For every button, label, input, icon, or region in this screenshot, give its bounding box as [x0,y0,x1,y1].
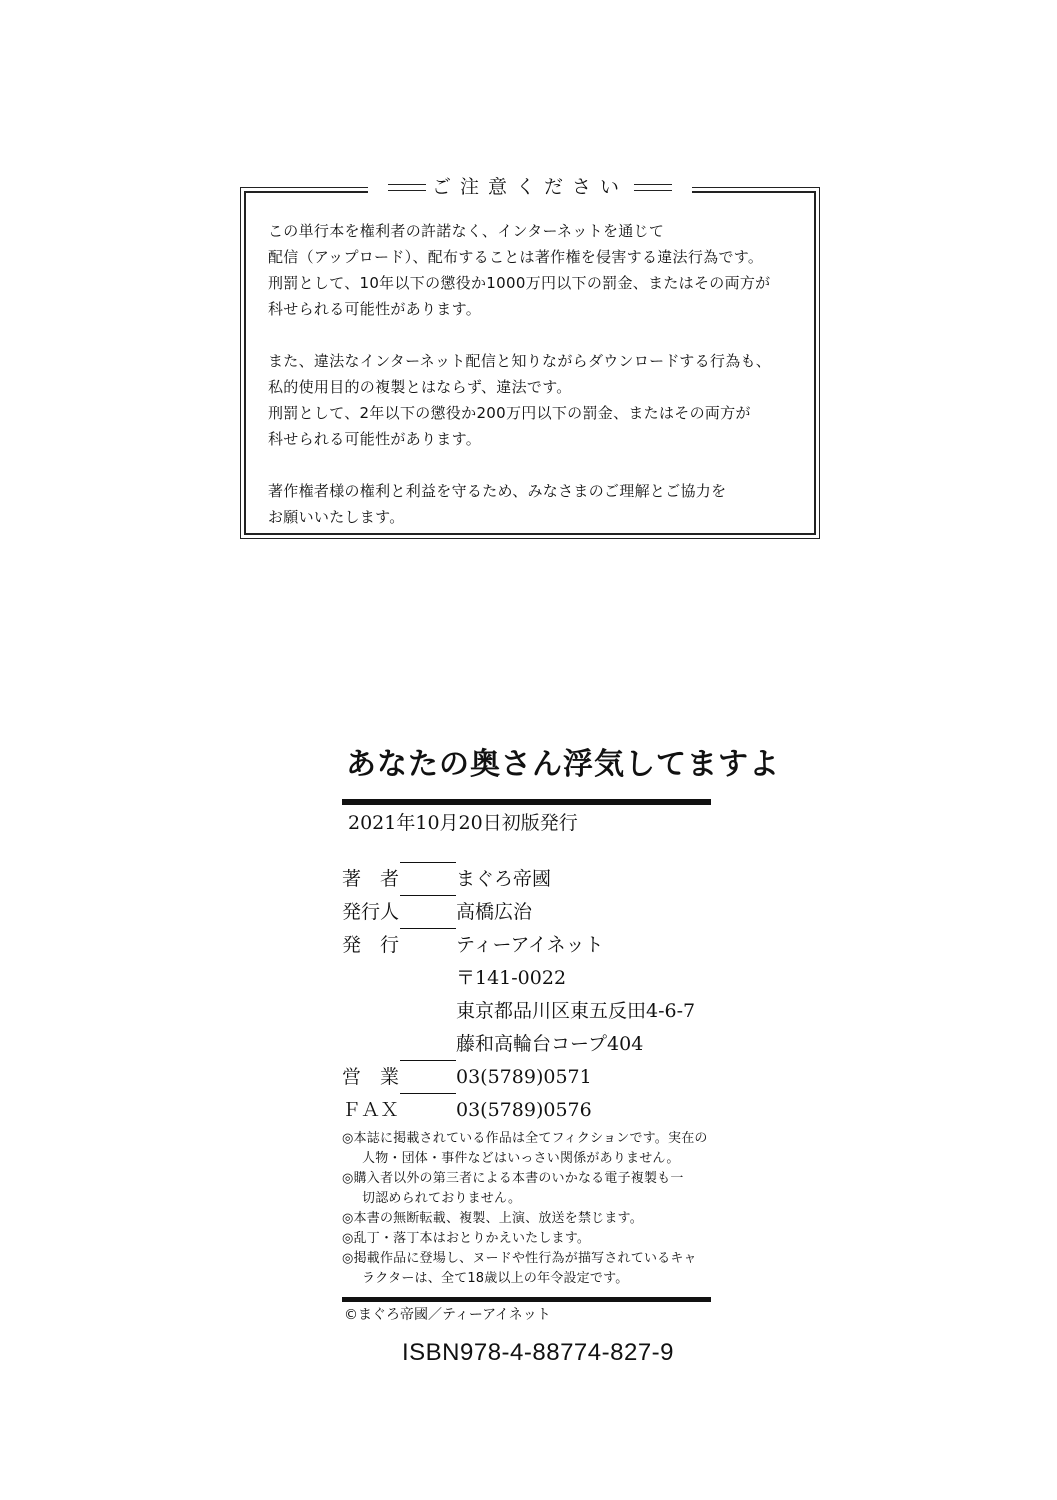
title-bar-left-decoration [388,184,426,191]
note-line: ◎乱丁・落丁本はおとりかえいたします。 [342,1231,591,1246]
credit-value: まぐろ帝國 [456,868,552,890]
credits [342,863,712,1127]
dash-separator [400,928,456,929]
notice-paragraph-1 [268,218,801,322]
title-rule [342,799,711,805]
colophon [342,745,780,1370]
credit-label: 営 業 [342,1066,400,1088]
notice-line: 科せられる可能性があります。 [268,300,482,318]
dash-separator [400,1093,456,1094]
credit-author [342,863,712,896]
notice-title [368,174,692,200]
credit-value: ティーアイネット [456,934,604,956]
credit-label: ＦＡＸ [342,1099,400,1121]
credit-sales [342,1061,712,1094]
notice-line: 著作権者様の権利と利益を守るため、みなさまのご理解とご協力を [268,482,727,500]
book-title: あなたの奥さん浮気してますよ [346,747,780,782]
notice-line: この単行本を権利者の許諾なく、インターネットを通じて [268,222,665,240]
address-building: 藤和高輪台コープ404 [456,1033,644,1055]
notice-line: 配信（アップロード）、配布することは著作権を侵害する違法行為です。 [268,248,764,266]
edition-date: 2021年10月20日初版発行 [348,812,578,834]
credit-label: 発行人 [342,901,400,923]
legal-notes [342,1129,712,1289]
title-bar-right-decoration [634,184,672,191]
address-postal: 〒141-0022 [456,967,567,989]
credit-value: 03(5789)0571 [456,1066,592,1088]
credit-value: 高橋広治 [456,901,533,923]
isbn: ISBN978-4-88774-827-9 [402,1339,675,1366]
dash-separator [400,1060,456,1061]
dash-separator [400,862,456,863]
notice-body [268,218,801,556]
notice-title-text: ご注意ください [431,176,629,198]
notice-box [240,176,820,539]
notice-paragraph-3 [268,478,801,530]
address-street: 東京都品川区東五反田4-6-7 [456,1000,696,1022]
notice-paragraph-2 [268,348,801,452]
notice-line: また、違法なインターネット配信と知りながらダウンロードする行為も、 [268,352,772,370]
credit-publisher-person [342,896,712,929]
note-line: 人物・団体・事件などはいっさい関係がありません。 [362,1151,680,1166]
notice-line: 科せられる可能性があります。 [268,430,482,448]
credit-label: 発 行 [342,934,400,956]
credit-value: 03(5789)0576 [456,1099,592,1121]
credit-label: 著 者 [342,868,400,890]
notice-line: 刑罰として、2年以下の懲役か200万円以下の罰金、またはその両方が [268,404,751,422]
note-line: ◎本誌に掲載されている作品は全てフィクションです。実在の [342,1131,708,1146]
notice-line: 刑罰として、10年以下の懲役か1000万円以下の罰金、またはその両方が [268,274,771,292]
note-line: 切認められておりません。 [362,1191,522,1206]
notice-line: お願いいたします。 [268,508,405,526]
notice-line: 私的使用目的の複製とはならず、違法です。 [268,378,572,396]
note-line: ◎本書の無断転載、複製、上演、放送を禁じます。 [342,1211,643,1226]
dash-separator [400,895,456,896]
note-line: ◎掲載作品に登場し、ヌードや性行為が描写されているキャ [342,1251,697,1266]
note-line: ◎購入者以外の第三者による本書のいかなる電子複製も一 [342,1171,684,1186]
note-line: ラクターは、全て18歳以上の年令設定です。 [362,1271,629,1286]
credit-fax [342,1094,712,1127]
copyright: ©まぐろ帝國／ティーアイネット [344,1307,551,1323]
credit-publisher [342,929,712,962]
